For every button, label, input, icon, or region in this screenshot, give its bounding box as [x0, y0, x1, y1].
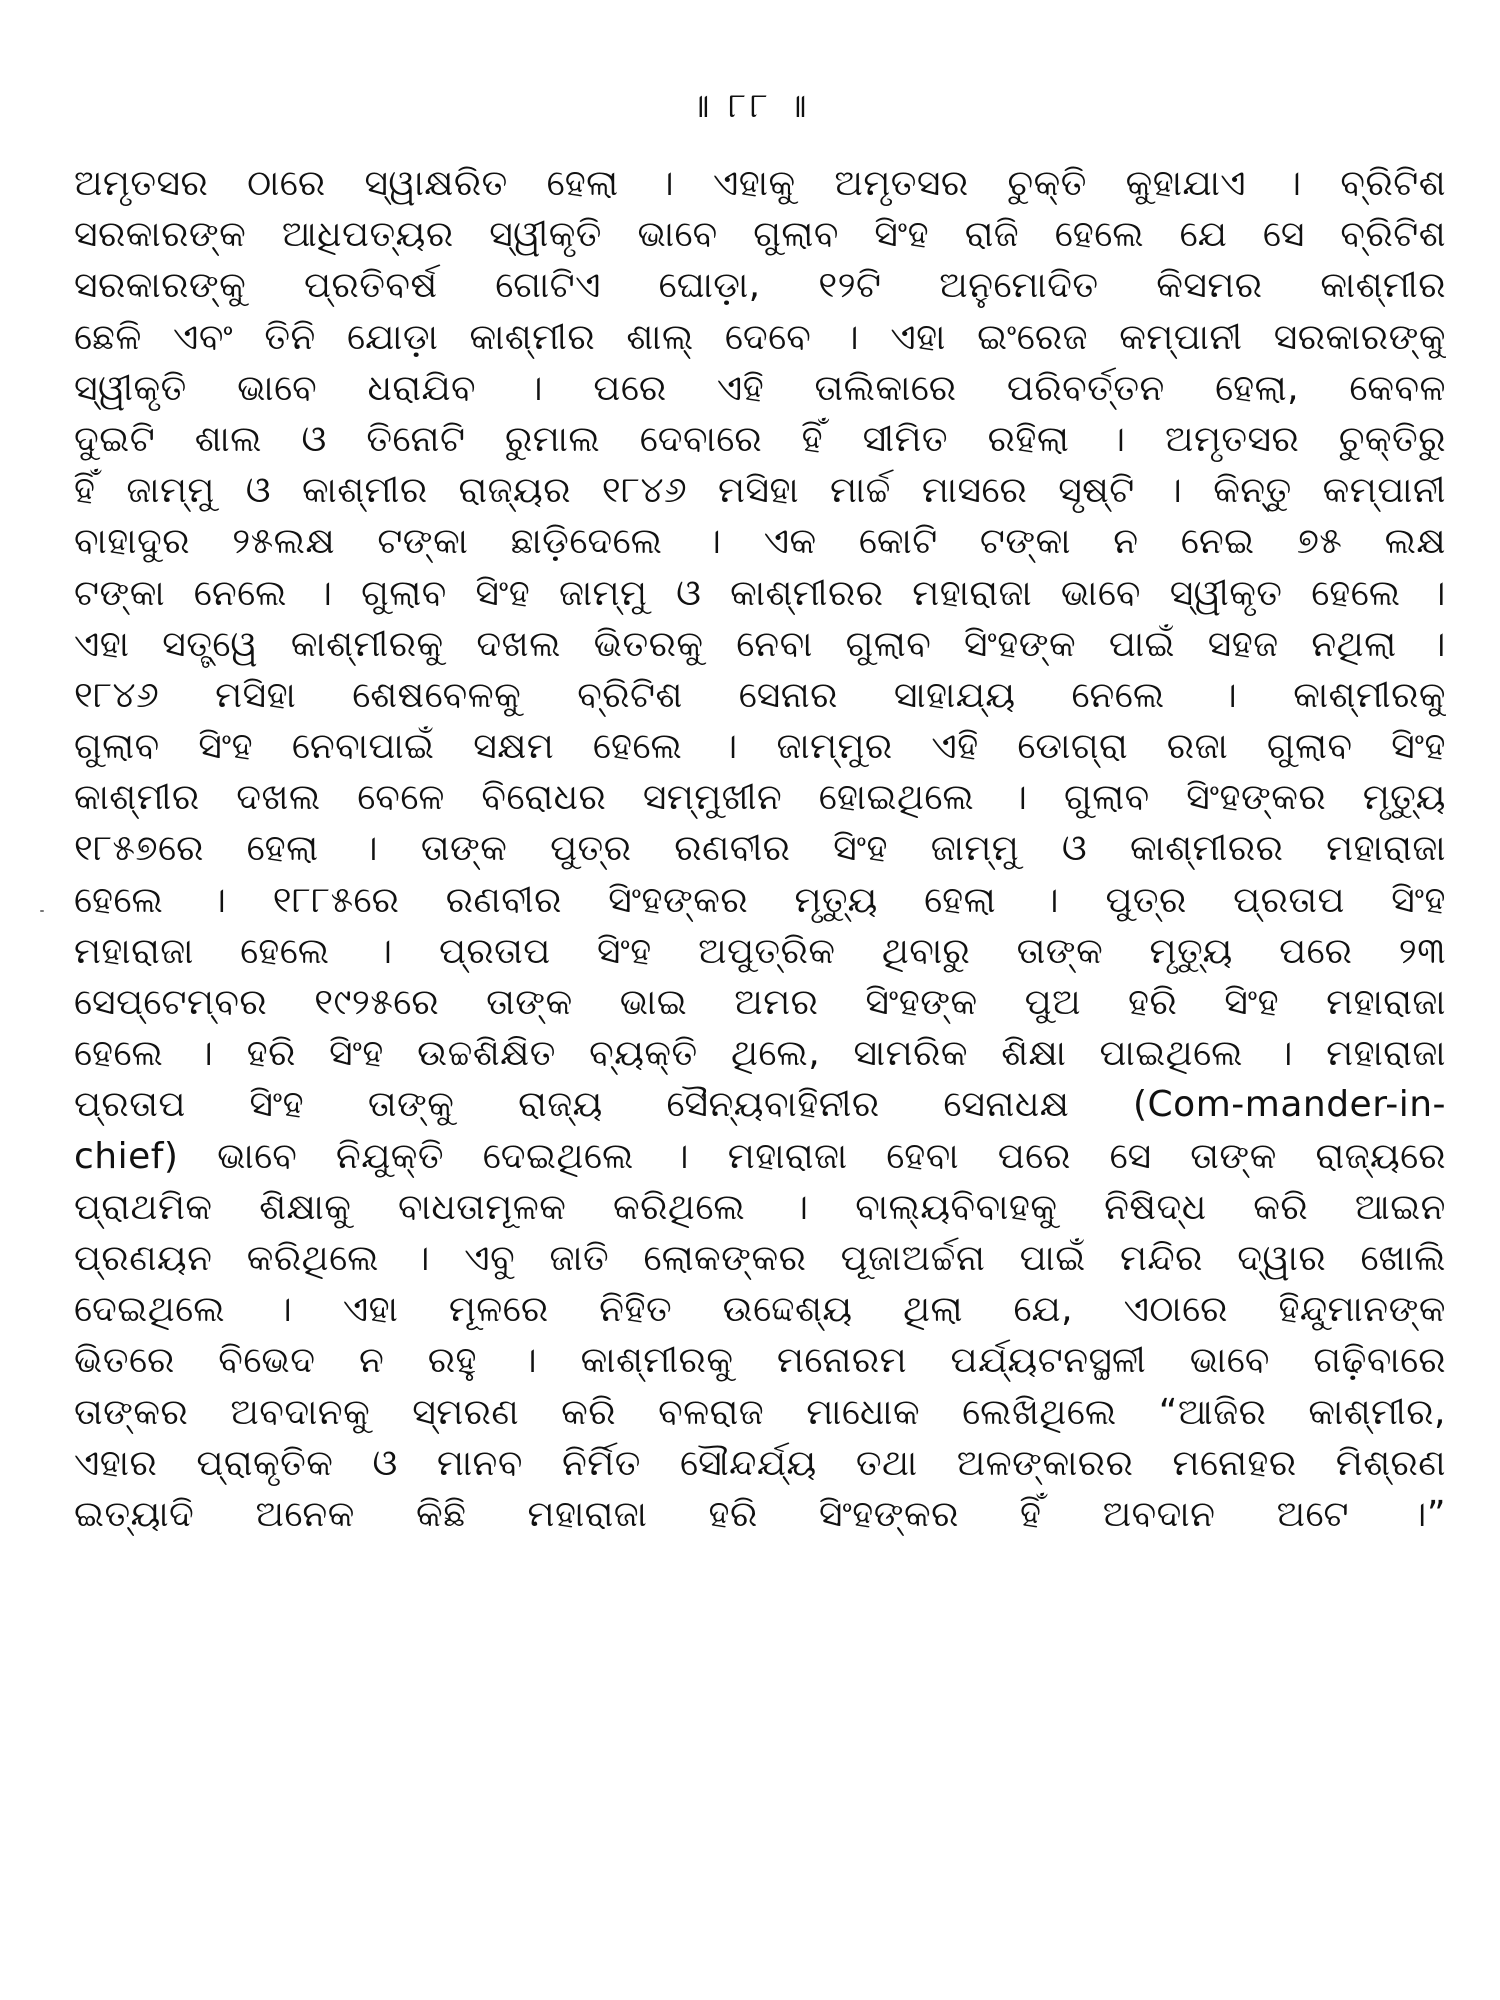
text-line-1: ଅମୃତସର ଠାରେ ସ୍ୱାକ୍ଷରିତ ହେଲା । ଏହାକୁ ଅମୃତସର ଚୁକ୍ତି କୁହାଯାଏ । ବ୍ରିଟିଶ: [74, 163, 1446, 204]
text-line-7: ହିଁ ଜାମ୍ମୁ ଓ କାଶ୍ମୀର ରାଜ୍ୟର ୧୮୪୬ ମସିହା ମାର୍ଚ୍ଚ ମାସରେ ସୃଷ୍ଟି । କିନ୍ତୁ କମ୍ପାନୀ: [74, 470, 1446, 512]
text-line-15: ହେଲେ । ୧୮୮୫ରେ ରଣବୀର ସିଂହଙ୍କର ମୃତ୍ୟୁ ହେଲା । ପୁତ୍ର ପ୍ରତାପ ସିଂହ: [74, 879, 1446, 921]
text-line-18: ହେଲେ । ହରି ସିଂହ ଉଚ୍ଚଶିକ୍ଷିତ ବ୍ୟକ୍ତି ଥିଲେ, ସାମରିକ ଶିକ୍ଷା ପାଇଥିଲେ । ମହାରାଜା: [74, 1033, 1446, 1075]
text-line-11: ୧୮୪୬ ମସିହା ଶେଷବେଳକୁ ବ୍ରିଟିଶ ସେନାର ସାହାଯ୍ୟ ନେଲେ । କାଶ୍ମୀରକୁ: [74, 674, 1446, 716]
text-line-8: ବାହାଦୁର ୨୫ଲକ୍ଷ ଟଙ୍କା ଛାଡ଼ିଦେଲେ । ଏକ କୋଟି ଟଙ୍କା ନ ନେଇ ୭୫ ଲକ୍ଷ: [74, 521, 1446, 563]
body-text: [74, 158, 1446, 1540]
text-line-17: ସେପ୍ଟେମ୍ବର ୧୯୨୫ରେ ତାଙ୍କ ଭାଇ ଅମର ସିଂହଙ୍କ ପୁଅ ହରି ସିଂହ ମହାରାଜା: [74, 982, 1446, 1023]
text-line-12: ଗୁଲାବ ସିଂହ ନେବାପାଇଁ ସକ୍ଷମ ହେଲେ । ଜାମ୍ମୁର ଏହି ଡୋଗ୍ରା ରଜା ଗୁଲାବ ସିଂହ: [74, 726, 1446, 768]
text-line-21: ପ୍ରାଥମିକ ଶିକ୍ଷାକୁ ବାଧତାମୂଳକ କରିଥିଲେ । ବାଲ୍ୟବିବାହକୁ ନିଷିଦ୍ଧ କରି ଆଇନ: [74, 1186, 1446, 1228]
text-line-3: ସରକାରଙ୍କୁ ପ୍ରତିବର୍ଷ ଗୋଟିଏ ଘୋଡ଼ା, ୧୨ଟି ଅନୁମୋଦିତ କିସମର କାଶ୍ମୀର: [74, 265, 1446, 307]
text-line-24: ଭିତରେ ବିଭେଦ ନ ରହୁ । କାଶ୍ମୀରକୁ ମନୋରମ ପର୍ଯ୍ୟଟନସ୍ଥଳୀ ଭାବେ ଗଢ଼ିବାରେ: [74, 1340, 1446, 1382]
text-line-10: ଏହା ସତ୍ତ୍ୱେ କାଶ୍ମୀରକୁ ଦଖଲ ଭିତରକୁ ନେବା ଗୁଲାବ ସିଂହଙ୍କ ପାଇଁ ସହଜ ନଥିଲା ।: [74, 623, 1446, 665]
text-line-19: ପ୍ରତାପ ସିଂହ ତାଙ୍କୁ ରାଜ୍ୟ ସୈନ୍ୟବାହିନୀର ସେନାଧକ୍ଷ (Com-mander-in-: [74, 1084, 1446, 1126]
text-line-4: ଛେଳି ଏବଂ ତିନି ଯୋଡ଼ା କାଶ୍ମୀର ଶାଲ୍ ଦେବେ । ଏହା ଇଂରେଜ କମ୍ପାନୀ ସରକାରଙ୍କୁ: [74, 316, 1446, 358]
text-line-6: ଦୁଇଟି ଶାଲ ଓ ତିନୋଟି ରୁମାଲ ଦେବାରେ ହିଁ ସୀମିତ ରହିଲା । ଅମୃତସର ଚୁକ୍ତିରୁ: [74, 418, 1446, 460]
text-line-16: ମହାରାଜା ହେଲେ । ପ୍ରତାପ ସିଂହ ଅପୁତ୍ରିକ ଥିବାରୁ ତାଙ୍କ ମୃତ୍ୟୁ ପରେ ୨୩: [74, 930, 1446, 972]
text-line-20: chief) ଭାବେ ନିଯୁକ୍ତି ଦେଇଥିଲେ । ମହାରାଜା ହେବା ପରେ ସେ ତାଙ୍କ ରାଜ୍ୟରେ: [74, 1135, 1446, 1177]
text-line-14: ୧୮୫୭ରେ ହେଲା । ତାଙ୍କ ପୁତ୍ର ରଣବୀର ସିଂହ ଜାମ୍ମୁ ଓ କାଶ୍ମୀରର ମହାରାଜା: [74, 828, 1446, 870]
text-line-5: ସ୍ୱୀକୃତି ଭାବେ ଧରାଯିବ । ପରେ ଏହି ତାଲିକାରେ ପରିବର୍ତ୍ତନ ହେଲା, କେବଳ: [74, 367, 1446, 409]
text-line-26: ଏହାର ପ୍ରାକୃତିକ ଓ ମାନବ ନିର୍ମିତ ସୌନ୍ଦର୍ଯ୍ୟ ତଥା ଅଳଙ୍କାରର ମନୋହର ମିଶ୍ରଣ: [74, 1442, 1446, 1484]
text-line-9: ଟଙ୍କା ନେଲେ । ଗୁଲାବ ସିଂହ ଜାମ୍ମୁ ଓ କାଶ୍ମୀରର ମହାରାଜା ଭାବେ ସ୍ୱୀକୃତ ହେଲେ ।: [74, 572, 1446, 614]
text-line-2: ସରକାରଙ୍କ ଆଧିପତ୍ୟର ସ୍ୱୀକୃତି ଭାବେ ଗୁଲାବ ସିଂହ ରାଜି ହେଲେ ଯେ ସେ ବ୍ରିଟିଶ: [74, 214, 1446, 256]
text-line-25: ତାଙ୍କର ଅବଦାନକୁ ସ୍ମରଣ କରି ବଳରାଜ ମାଧୋକ ଲେଖିଥିଲେ “ଆଜିର କାଶ୍ମୀର,: [74, 1391, 1446, 1433]
page-number: ॥ ୮୮ ॥: [689, 86, 811, 126]
text-line-23: ଦେଇଥିଲେ । ଏହା ମୂଳରେ ନିହିତ ଉଦ୍ଦେଶ୍ୟ ଥିଲା ଯେ, ଏଠାରେ ହିନ୍ଦୁମାନଙ୍କ: [74, 1289, 1446, 1331]
text-line-22: ପ୍ରଣୟନ କରିଥିଲେ । ଏବୁ ଜାତି ଲୋକଙ୍କର ପୂଜାଅର୍ଚ୍ଚନା ପାଇଁ ମନ୍ଦିର ଦ୍ୱାର ଖୋଲି: [74, 1237, 1446, 1279]
text-line-27: ଇତ୍ୟାଦି ଅନେକ କିଛି ମହାରାଜା ହରି ସିଂହଙ୍କର ହିଁ ଅବଦାନ ଅଟେ ।”: [74, 1493, 1446, 1535]
scan-speck: [40, 910, 44, 912]
text-line-13: କାଶ୍ମୀର ଦଖଲ ବେଳେ ବିରୋଧର ସମ୍ମୁଖୀନ ହୋଇଥିଲେ । ଗୁଲାବ ସିଂହଙ୍କର ମୃତ୍ୟୁ: [74, 777, 1446, 819]
